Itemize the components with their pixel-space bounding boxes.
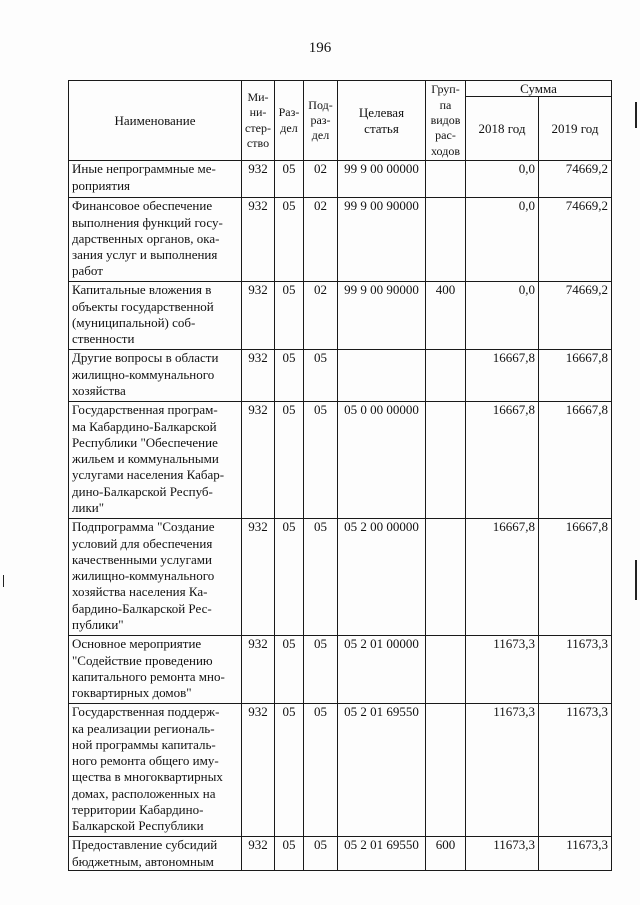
row-name-line: ственности (72, 331, 135, 347)
header-line: дел (311, 128, 330, 143)
row-sum-2019: 74669,2 (539, 198, 612, 282)
row-name-line: условий для обеспечения (72, 535, 213, 551)
row-name (69, 282, 242, 350)
row-expense-group: 400 (426, 282, 466, 350)
row-expense-group (426, 161, 466, 198)
row-section: 05 (275, 519, 304, 636)
scan-edge-mark (635, 102, 637, 128)
header-line: ни- (249, 105, 267, 120)
row-expense-group (426, 636, 466, 704)
row-ministry: 932 (242, 350, 275, 402)
row-name-line: услугами населения Кабар- (72, 467, 225, 483)
table-row (69, 837, 612, 871)
row-name-line: территории Кабардино- (72, 802, 204, 818)
row-sum-2019: 11673,3 (539, 704, 612, 837)
header-line: ство (246, 135, 270, 150)
row-name-line: жильем и коммунальными (72, 451, 219, 467)
row-name-line: роприятия (72, 177, 131, 193)
row-target-article: 05 2 01 00000 (338, 636, 426, 704)
row-expense-group (426, 350, 466, 402)
row-name-line: выполнения функций госу- (72, 214, 223, 230)
budget-table (68, 80, 612, 871)
row-name-line: Другие вопросы в области (72, 350, 219, 366)
row-sum-2019: 16667,8 (539, 519, 612, 636)
row-name-line: бардино-Балкарской Рес- (72, 600, 212, 616)
row-subsection: 02 (304, 161, 338, 198)
row-sum-2018: 16667,8 (466, 402, 539, 519)
header-subsection (304, 81, 338, 161)
scan-edge-mark (635, 560, 637, 600)
row-ministry: 932 (242, 704, 275, 837)
row-name-line: "Содействие проведению (72, 652, 213, 668)
row-target-article: 05 2 01 69550 (338, 837, 426, 871)
row-subsection: 05 (304, 519, 338, 636)
page-number: 196 (308, 40, 332, 56)
row-name-line: хозяйства населения Ка- (72, 584, 208, 600)
header-line: раз- (310, 113, 331, 127)
scan-edge-mark (3, 575, 4, 587)
row-section: 05 (275, 837, 304, 871)
row-target-article (338, 350, 426, 402)
row-subsection: 05 (304, 636, 338, 704)
row-name-line: объекты государственной (72, 298, 214, 314)
row-name-line: Балкарской Республики (72, 818, 204, 834)
row-section: 05 (275, 636, 304, 704)
row-target-article: 05 0 00 00000 (338, 402, 426, 519)
row-name-line: ного ремонта общего иму- (72, 753, 219, 769)
table-row (69, 704, 612, 837)
row-name (69, 198, 242, 282)
row-target-article: 99 9 00 90000 (338, 282, 426, 350)
row-name (69, 350, 242, 402)
row-name-line: Государственная програм- (72, 402, 218, 418)
row-ministry: 932 (242, 198, 275, 282)
table-row (69, 282, 612, 350)
header-section (275, 81, 304, 161)
row-name-line: щества в многоквартирных (72, 769, 223, 785)
row-name-line: Республики "Обеспечение (72, 434, 218, 450)
row-name-line: ма Кабардино-Балкарской (72, 418, 217, 434)
row-expense-group (426, 402, 466, 519)
row-target-article: 05 2 01 69550 (338, 704, 426, 837)
row-name-line: бюджетным, автономным (72, 853, 214, 869)
header-line: ходов (431, 143, 460, 158)
row-sum-2018: 16667,8 (466, 350, 539, 402)
row-ministry: 932 (242, 161, 275, 198)
table-row (69, 350, 612, 402)
row-sum-2019: 16667,8 (539, 350, 612, 402)
row-name-line: публики" (72, 617, 124, 633)
header-year-2019: 2019 год (539, 97, 612, 161)
row-name-line: Финансовое обеспечение (72, 198, 213, 214)
table-header (69, 81, 612, 161)
row-name (69, 402, 242, 519)
row-name-line: (муниципальной) соб- (72, 314, 196, 330)
row-subsection: 05 (304, 837, 338, 871)
row-name-line: гоквартирных домов" (72, 685, 192, 701)
header-line: рас- (435, 128, 456, 143)
header-ministry (242, 81, 275, 161)
row-subsection: 05 (304, 402, 338, 519)
row-expense-group (426, 519, 466, 636)
row-sum-2018: 0,0 (466, 161, 539, 198)
row-name-line: Капитальные вложения в (72, 282, 212, 298)
row-sum-2018: 11673,3 (466, 837, 539, 871)
row-target-article: 05 2 00 00000 (338, 519, 426, 636)
header-line: па (439, 97, 452, 112)
row-subsection: 02 (304, 198, 338, 282)
header-year-2018: 2018 год (466, 97, 539, 161)
row-target-article: 99 9 00 00000 (338, 161, 426, 198)
header-line: видов (430, 113, 461, 127)
table-row (69, 402, 612, 519)
header-name: Наименование (69, 81, 242, 161)
row-sum-2019: 11673,3 (539, 636, 612, 704)
row-name-line: ной программы капиталь- (72, 736, 216, 752)
table-row (69, 519, 612, 636)
row-subsection: 05 (304, 350, 338, 402)
header-expense-group (426, 81, 466, 161)
row-name (69, 519, 242, 636)
row-name-line: лики" (72, 500, 105, 516)
row-ministry: 932 (242, 519, 275, 636)
row-sum-2018: 0,0 (466, 198, 539, 282)
row-subsection: 02 (304, 282, 338, 350)
row-sum-2018: 0,0 (466, 282, 539, 350)
row-name (69, 704, 242, 837)
row-name-line: работ (72, 263, 103, 279)
row-name-line: ка реализации региональ- (72, 720, 215, 736)
row-name-line: Государственная поддерж- (72, 704, 220, 720)
header-line: Целевая (358, 105, 405, 121)
table-row (69, 161, 612, 198)
row-sum-2019: 74669,2 (539, 282, 612, 350)
row-name-line: жилищно-коммунального (72, 568, 215, 584)
header-line: Груп- (431, 82, 460, 97)
header-line: Раз- (278, 105, 300, 120)
row-expense-group (426, 704, 466, 837)
row-sum-2018: 11673,3 (466, 704, 539, 837)
row-name (69, 837, 242, 871)
row-name-line: домах, расположенных на (72, 785, 216, 801)
row-section: 05 (275, 350, 304, 402)
table-body (69, 161, 612, 871)
row-ministry: 932 (242, 636, 275, 704)
header-target-article (338, 81, 426, 161)
row-expense-group: 600 (426, 837, 466, 871)
row-ministry: 932 (242, 837, 275, 871)
row-section: 05 (275, 402, 304, 519)
row-name-line: капитального ремонта мно- (72, 668, 225, 684)
row-sum-2019: 74669,2 (539, 161, 612, 198)
header-line: Под- (308, 97, 333, 112)
row-name (69, 636, 242, 704)
row-name-line: дино-Балкарской Респуб- (72, 483, 213, 499)
row-expense-group (426, 198, 466, 282)
header-line: дел (280, 120, 298, 135)
row-name-line: качественными услугами (72, 551, 212, 567)
row-name-line: Предоставление субсидий (72, 837, 218, 853)
header-line: стер- (245, 120, 271, 135)
row-section: 05 (275, 282, 304, 350)
row-name-line: зания услуг и выполнения (72, 247, 218, 263)
row-ministry: 932 (242, 402, 275, 519)
header-sum: Сумма (466, 81, 612, 97)
row-sum-2019: 16667,8 (539, 402, 612, 519)
header-line: Ми- (247, 90, 269, 105)
header-line: статья (364, 120, 399, 136)
row-sum-2018: 11673,3 (466, 636, 539, 704)
row-name-line: жилищно-коммунального (72, 366, 215, 382)
row-name-line: Основное мероприятие (72, 636, 202, 652)
row-target-article: 99 9 00 90000 (338, 198, 426, 282)
row-section: 05 (275, 198, 304, 282)
row-name (69, 161, 242, 198)
row-sum-2018: 16667,8 (466, 519, 539, 636)
row-sum-2019: 11673,3 (539, 837, 612, 871)
row-section: 05 (275, 161, 304, 198)
row-name-line: дарственных органов, ока- (72, 230, 220, 246)
row-name-line: хозяйства (72, 382, 126, 398)
row-ministry: 932 (242, 282, 275, 350)
table-row (69, 198, 612, 282)
row-section: 05 (275, 704, 304, 837)
row-name-line: Подпрограмма "Создание (72, 519, 215, 535)
row-subsection: 05 (304, 704, 338, 837)
table-row (69, 636, 612, 704)
row-name-line: Иные непрограммные ме- (72, 161, 216, 177)
